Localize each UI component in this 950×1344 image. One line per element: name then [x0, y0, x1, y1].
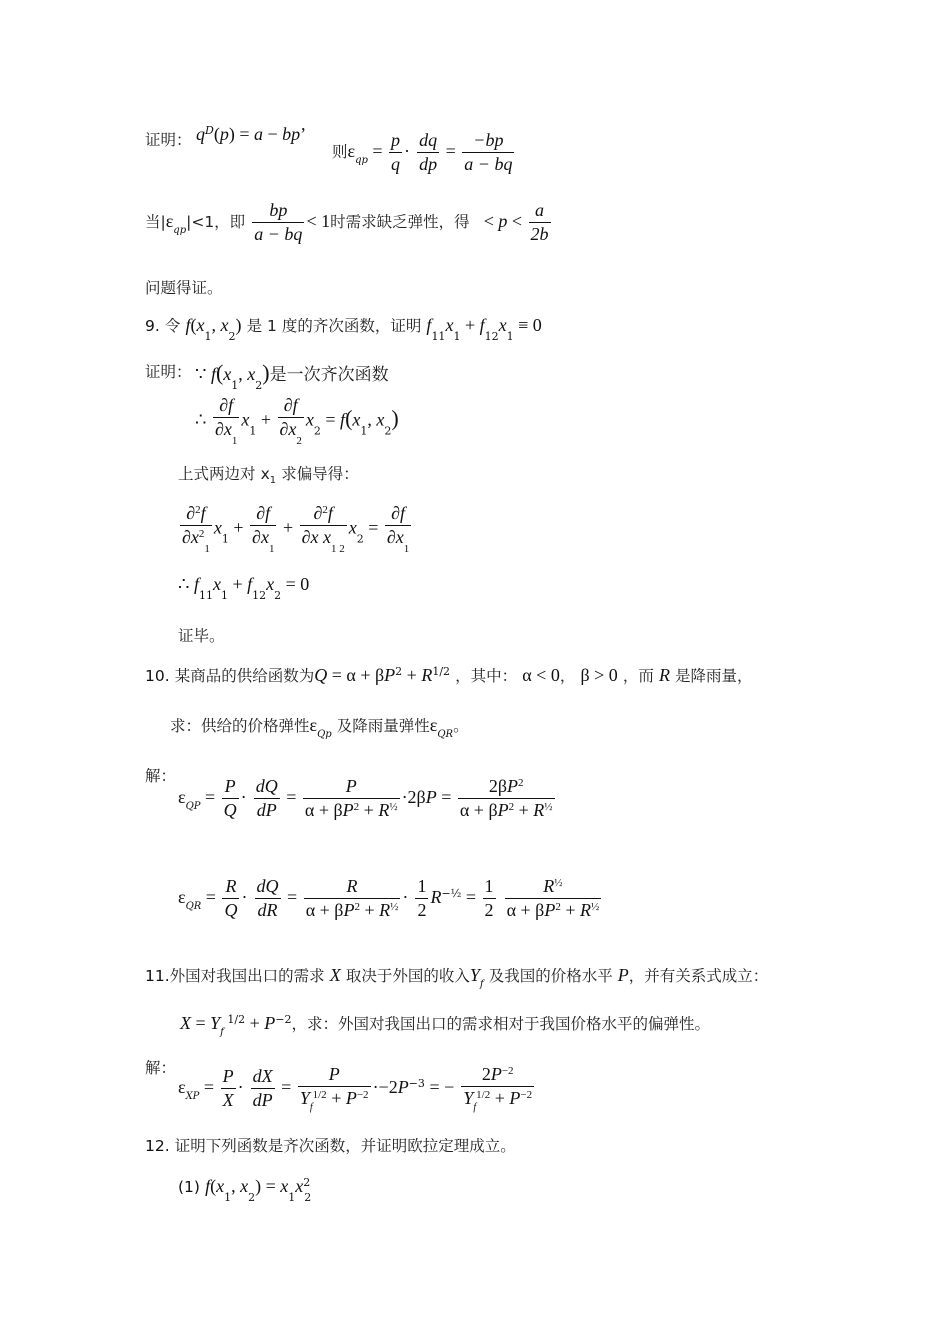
p12-text: 证明下列函数是齐次函数，并证明欧拉定理成立。 — [174, 1137, 516, 1155]
eps-xp-formula: $\varepsilon_{XP}$ = $\frac{P}{X}$ · $\frac{dX}{dP}$ = $\frac{P}{Y_f^{1/2} + P^{-2}}$ $\cdot-2P^{-3}$ = − $\frac{2P^{-2}}{Y_f^{1/2} + P^{-2}}$ — [178, 1064, 533, 1113]
problem-9-number: 9. — [145, 317, 160, 335]
p9-step-text — [178, 462, 359, 486]
solution-label-10: 解： — [145, 767, 177, 785]
p9-proof-suffix: 是一次齐次函数 — [269, 365, 389, 385]
problem-10-ask: 求：供给的价格弹性$\varepsilon_{Qp}$ 及降雨量弹性$\varepsilon_{QR}$。 — [170, 715, 469, 740]
p9-result: ∴ $f_{11}x_1 + f_{12}x_2 = 0$ — [178, 574, 310, 602]
p11-ask: ，求：外国对我国出口的需求相对于我国价格水平的偏弹性。 — [291, 1015, 710, 1033]
p11-var-p: P — [617, 965, 629, 985]
problem-10-number: 10. — [145, 667, 170, 685]
p10-ask-3: 。 — [453, 717, 469, 735]
p9-proof-line-2: ∴ $\frac{\partial f}{\partial x_1}$ $x_1$ + $\frac{\partial f}{\partial x_2}$ $x_2 = f(x_1$, $x_2$) — [195, 395, 399, 447]
problem-12-item-1: (1) $f(x_1$, $x_2) = x_1x^2_2$ — [178, 1176, 312, 1204]
p9-step-2: 求偏导得： — [281, 465, 359, 483]
p9-step-sub: 1 — [269, 475, 277, 486]
p11-text-3: 及我国的价格水平 — [488, 967, 613, 985]
proof-label-1: 证明： — [145, 131, 192, 149]
p11-text-1: 外国对我国出口的需求 — [169, 967, 325, 985]
problem-10-statement: 10. 某商品的供给函数为$Q = \alpha + \beta P^2 + R^{1/2}$ ，其中： α < 0， β > 0 ，而 R 是降雨量， — [145, 665, 753, 685]
eps-qr-formula: $\varepsilon_{QR}$ = $\frac{R}{Q}$ · $\frac{dQ}{dR}$ = $\frac{R}{\alpha + \beta P^2 + R^{\frac{1}{2}}}$ · $\frac{1}{2}$ $R^{-\frac{1}{2}}$ = $\frac{1}{2}$ $\frac{R^{\frac{1}{2}}}{\alpha + \beta P^2 + R^{\frac{1}{2}}}$ — [178, 876, 600, 920]
p10-text-3: ，而 — [622, 667, 654, 685]
p10-var-r: R — [658, 665, 670, 685]
p10-text-2: ，其中： — [455, 667, 518, 685]
p10-cond-2: β > 0 — [580, 665, 618, 685]
problem-12-statement — [145, 1134, 516, 1156]
p10-cond-1: α < 0 — [522, 665, 560, 685]
problem-11-relation: $X = Y_f$ $^{1/2} + P^{-2}$，求：外国对我国出口的需求相对于我国价格水平的偏弹性。 — [180, 1013, 710, 1038]
p9-step-1: 上式两边对 — [178, 465, 256, 483]
problem-11-statement: 11.外国对我国出口的需求 X 取决于外国的收入$Y_f$ 及我国的价格水平 P，并有关系式成立： — [145, 965, 769, 990]
p11-text-2: 取决于外国的收入 — [345, 967, 470, 985]
proof-label-2: 证明： — [145, 363, 192, 381]
conclusion-1: 问题得证。 — [145, 279, 223, 297]
p10-ask-2: 及降雨量弹性 — [336, 717, 430, 735]
demand-function: $q^D(p) = a$ − bp’ — [196, 124, 307, 144]
elasticity-prefix: 则 — [332, 143, 348, 161]
p11-text-4: ，并有关系式成立： — [628, 967, 769, 985]
problem-12-number: 12. — [145, 1137, 170, 1155]
p9-end: 证毕。 — [178, 627, 225, 645]
p9-text-2: 是 1 度的齐次函数，证明 — [246, 317, 422, 335]
elasticity-formula-1: 则$\varepsilon_{qp}$ = $\frac{p}{q}$ · $\frac{dq}{dp}$ = $\frac{-bp}{a - bq}$ — [332, 130, 513, 174]
condition-line: 当$|\varepsilon_{qp}|<1$，即 $\frac{bp}{a - bq}$ < 1时需求缺乏弹性，得 < p < $\frac{a}{2b}$ — [145, 200, 549, 244]
p9-proof-line-1: ∵ $f(x_1$, $x_2$)是一次齐次函数 — [195, 360, 389, 392]
p10-ask-1: 求：供给的价格弹性 — [170, 717, 310, 735]
problem-11-number: 11. — [145, 967, 170, 985]
p12-item1-label: (1) — [178, 1178, 200, 1196]
p9-derivative-equation: $\frac{\partial^2f}{\partial x^2_1}$ $x_1$ + $\frac{\partial f}{\partial x_1}$ + $\frac{\partial^2f}{\partial x x_{1 2}}$ $x_2$ = $\frac{\partial f}{\partial x_1}$ — [182, 503, 410, 555]
solution-label-11: 解： — [145, 1059, 177, 1077]
p10-text-1: 某商品的供给函数为 — [174, 667, 315, 685]
eps-qp-formula: $\varepsilon_{QP}$ = $\frac{P}{Q}$ · $\frac{dQ}{dP}$ = $\frac{P}{\alpha + \beta P^2 + R^{\frac{1}{2}}}$ ·2βP = $\frac{2\beta P^2}{\alpha + \beta P^2 + R^{\frac{1}{2}}}$ — [178, 776, 553, 820]
p9-step-var: x — [260, 465, 270, 483]
p9-text-1: 令 — [164, 317, 181, 335]
p10-text-4: 是降雨量， — [675, 667, 753, 685]
p11-var-x: X — [329, 965, 341, 985]
problem-9-statement: 9. 令 $f(x_1$, $x_2$) 是 1 度的齐次函数，证明 $f_{11}x_1 + f_{12}x_1 \equiv 0$ — [145, 315, 542, 343]
